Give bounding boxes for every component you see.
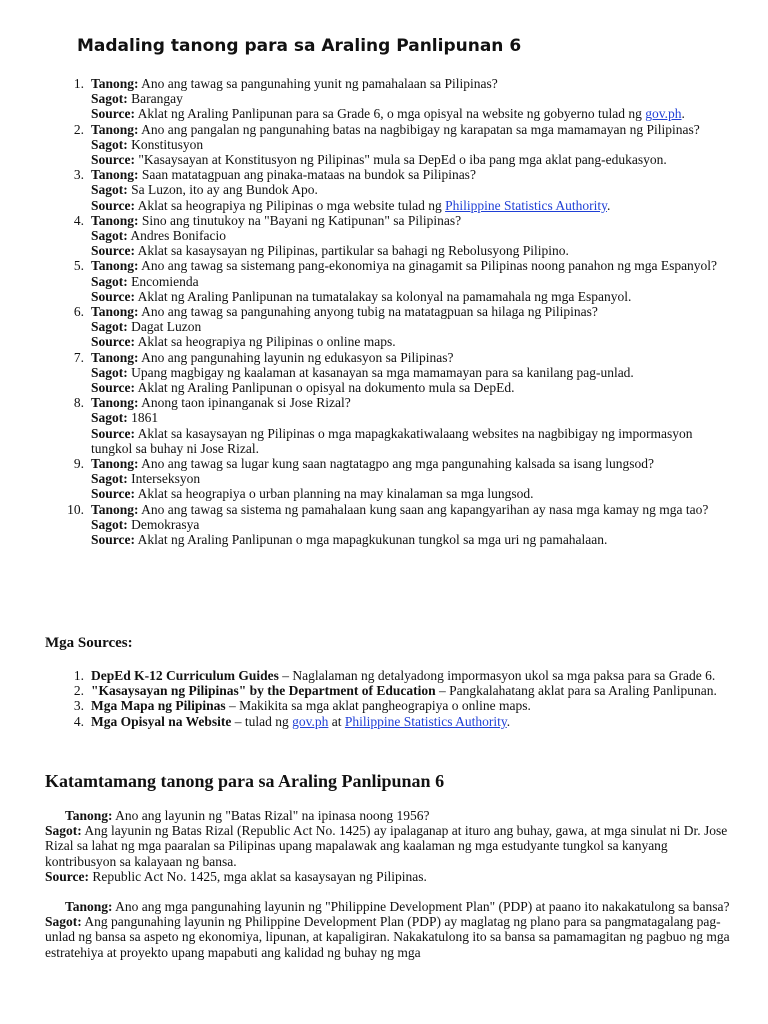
answer-label: Sagot: bbox=[91, 471, 128, 487]
item-number: 5. bbox=[73, 258, 84, 274]
source-title: Mga Opisyal na Website bbox=[91, 713, 232, 729]
question-text: Ano ang mga pangunahing layunin ng "Philippine Development Plan" (PDP) at paano ito nakakatulong sa bansa? bbox=[115, 899, 730, 914]
question-text: Ano ang layunin ng "Batas Rizal" na ipinasa noong 1956? bbox=[115, 808, 430, 823]
answer-line bbox=[91, 137, 727, 152]
answer-label: Sagot: bbox=[91, 319, 128, 335]
question-line bbox=[91, 502, 727, 517]
answer-line bbox=[91, 365, 727, 380]
item-number: 10. bbox=[67, 501, 84, 517]
section-heading: Katamtamang tanong para sa Araling Panlipunan 6 bbox=[45, 771, 445, 791]
source-line bbox=[91, 334, 727, 349]
source-item bbox=[62, 668, 727, 683]
source-label: Source: bbox=[45, 868, 89, 884]
source-title: "Kasaysayan ng Pilipinas" by the Department of Education bbox=[91, 683, 436, 699]
question-text: Saan matatagpuan ang pinaka-mataas na bundok sa Pilipinas? bbox=[141, 167, 476, 183]
question-line bbox=[91, 258, 727, 273]
answer-label: Sagot: bbox=[91, 228, 128, 244]
source-label: Source: bbox=[91, 532, 135, 548]
answer-text: Upang magbigay ng kaalaman at kasanayan sa mga mamamayan para sa kanilang pag-unlad. bbox=[131, 364, 634, 380]
item-number: 9. bbox=[73, 456, 84, 472]
source-item bbox=[62, 683, 727, 698]
question-line bbox=[91, 350, 727, 365]
source-line bbox=[45, 869, 735, 884]
question-line bbox=[45, 899, 735, 914]
question-text: Ano ang pangunahing layunin ng edukasyon sa Pilipinas? bbox=[141, 349, 454, 365]
source-end: . bbox=[506, 713, 511, 729]
answer-line bbox=[91, 517, 727, 532]
source-item bbox=[62, 714, 727, 729]
source-label: Source: bbox=[91, 197, 135, 213]
answer-text: Barangay bbox=[131, 91, 183, 107]
item-number: 8. bbox=[73, 395, 84, 411]
source-end: . bbox=[606, 197, 611, 213]
question-text: Sino ang tinutukoy na "Bayani ng Katipunan" sa Pilipinas? bbox=[141, 212, 462, 228]
answer-text: Ang layunin ng Batas Rizal (Republic Act No. 1425) ay ipalaganap at ituro ang buhay, gawa, at mga sinulat ni Dr. Jose Rizal sa lahat ng mga paaralan sa Pilipinas upang mapalawak ang kaalaman ng mga estudyante tungkol sa kanyang kontribusyon sa kalayaan ng bansa. bbox=[45, 823, 728, 869]
gov-ph-link[interactable]: gov.ph bbox=[645, 106, 682, 122]
source-label: Source: bbox=[91, 152, 135, 168]
question-text: Ano ang pangalan ng pangunahing batas na nagbibigay ng karapatan sa mga mamamayan ng Pilipinas? bbox=[141, 121, 700, 137]
item-number: 4. bbox=[73, 212, 84, 228]
sources-list bbox=[62, 668, 727, 729]
question-line bbox=[91, 167, 727, 182]
item-number: 3. bbox=[73, 167, 84, 183]
answer-label: Sagot: bbox=[91, 136, 128, 152]
question-label: Tanong: bbox=[91, 258, 139, 274]
question-label: Tanong: bbox=[91, 501, 139, 517]
list-item bbox=[62, 350, 727, 396]
item-number: 4. bbox=[73, 713, 84, 729]
list-item bbox=[62, 122, 727, 168]
source-text: Aklat sa heograpiya ng Pilipinas o mga website tulad ng bbox=[137, 197, 442, 213]
question-line bbox=[91, 395, 727, 410]
question-text: Anong taon ipinanganak si Jose Rizal? bbox=[141, 395, 351, 411]
list-item bbox=[62, 258, 727, 304]
answer-text: Interseksyon bbox=[131, 471, 201, 487]
answer-label: Sagot: bbox=[91, 273, 128, 289]
list-item bbox=[62, 213, 727, 259]
source-line bbox=[91, 198, 727, 213]
answer-line bbox=[91, 228, 727, 243]
source-label: Source: bbox=[91, 106, 135, 122]
answer-line bbox=[91, 319, 727, 334]
question-label: Tanong: bbox=[91, 76, 139, 91]
question-label: Tanong: bbox=[65, 899, 113, 914]
source-text: Republic Act No. 1425, mga aklat sa kasaysayan ng Pilipinas. bbox=[92, 868, 427, 884]
gov-ph-link[interactable]: gov.ph bbox=[292, 713, 329, 729]
source-title: Mga Mapa ng Pilipinas bbox=[91, 698, 226, 714]
source-label: Source: bbox=[91, 486, 135, 502]
source-label: Source: bbox=[91, 380, 135, 396]
psa-link[interactable]: Philippine Statistics Authority bbox=[445, 197, 607, 213]
question-line bbox=[91, 76, 727, 91]
source-line bbox=[91, 532, 727, 547]
source-label: Source: bbox=[91, 425, 135, 441]
source-line bbox=[91, 152, 727, 167]
source-text: Aklat ng Araling Panlipunan na tumatalakay sa kolonyal na pamamahala ng mga Espanyol. bbox=[137, 288, 632, 304]
source-text: Aklat sa heograpiya o urban planning na may kinalaman sa mga lungsod. bbox=[137, 486, 534, 502]
source-title: DepEd K-12 Curriculum Guides bbox=[91, 668, 279, 683]
source-line bbox=[91, 380, 727, 395]
item-number: 3. bbox=[73, 698, 84, 714]
question-line bbox=[91, 122, 727, 137]
question-label: Tanong: bbox=[91, 395, 139, 411]
question-line bbox=[45, 808, 735, 823]
source-text: Aklat sa heograpiya ng Pilipinas o online maps. bbox=[137, 334, 396, 350]
source-text: "Kasaysayan at Konstitusyon ng Pilipinas" mula sa DepEd o iba pang mga aklat pang-edukasyon. bbox=[138, 152, 667, 168]
source-text: Aklat sa kasaysayan ng Pilipinas o mga mapagkakatiwalaang websites na nagbibigay ng impormasyon tungkol sa buhay ni Jose Rizal. bbox=[91, 425, 693, 456]
answer-label: Sagot: bbox=[91, 364, 128, 380]
source-description: – tulad ng bbox=[231, 713, 293, 729]
answer-text: Andres Bonifacio bbox=[130, 228, 226, 244]
question-line bbox=[91, 304, 727, 319]
easy-questions-list bbox=[62, 76, 727, 547]
list-item bbox=[62, 304, 727, 350]
source-label: Source: bbox=[91, 288, 135, 304]
answer-label: Sagot: bbox=[91, 91, 128, 107]
item-number: 7. bbox=[73, 349, 84, 365]
answer-line bbox=[91, 182, 727, 197]
answer-label: Sagot: bbox=[45, 914, 82, 930]
source-text: Aklat sa kasaysayan ng Pilipinas, partikular sa bahagi ng Rebolusyong Pilipino. bbox=[137, 243, 569, 259]
list-item bbox=[62, 456, 727, 502]
list-item bbox=[62, 502, 727, 548]
source-connector: at bbox=[328, 713, 345, 729]
answer-text: Encomienda bbox=[131, 273, 199, 289]
question-label: Tanong: bbox=[91, 121, 139, 137]
sources-heading: Mga Sources: bbox=[45, 635, 133, 651]
source-label: Source: bbox=[91, 243, 135, 259]
answer-text: Sa Luzon, ito ay ang Bundok Apo. bbox=[131, 182, 318, 198]
question-label: Tanong: bbox=[91, 212, 139, 228]
answer-label: Sagot: bbox=[45, 823, 82, 839]
source-description: – Naglalaman ng detalyadong impormasyon ukol sa mga paksa para sa Grade 6. bbox=[278, 668, 716, 683]
source-text: Aklat ng Araling Panlipunan o opisyal na dokumento mula sa DepEd. bbox=[137, 380, 515, 396]
answer-line bbox=[91, 410, 727, 425]
answer-label: Sagot: bbox=[91, 410, 128, 426]
answer-text: Demokrasya bbox=[131, 516, 200, 532]
source-end: . bbox=[681, 106, 685, 122]
answer-label: Sagot: bbox=[91, 516, 128, 532]
item-number: 6. bbox=[73, 304, 84, 320]
answer-line bbox=[91, 471, 727, 486]
source-line bbox=[91, 289, 727, 304]
question-text: Ano ang tawag sa sistema ng pamahalaan kung saan ang kapangyarihan ay nasa mga kamay ng mga tao? bbox=[141, 501, 709, 517]
question-line bbox=[91, 456, 727, 471]
question-label: Tanong: bbox=[91, 167, 139, 183]
answer-text: Konstitusyon bbox=[131, 136, 204, 152]
source-item bbox=[62, 698, 727, 713]
advanced-question-block bbox=[45, 899, 735, 960]
question-label: Tanong: bbox=[91, 349, 139, 365]
answer-line bbox=[45, 914, 735, 960]
question-line bbox=[91, 213, 727, 228]
answer-line bbox=[91, 274, 727, 289]
answer-line bbox=[91, 91, 727, 106]
answer-text: Dagat Luzon bbox=[131, 319, 202, 335]
source-line bbox=[91, 243, 727, 258]
source-line bbox=[91, 426, 727, 456]
answer-line bbox=[45, 823, 735, 869]
item-number: 1. bbox=[73, 668, 84, 683]
source-line bbox=[91, 486, 727, 501]
answer-text: Ang pangunahing layunin ng Philippine Development Plan (PDP) ay maglatag ng plano para sa pangmatagalang pag-unlad ng bansa sa aspeto ng ekonomiya, lipunan, at kapaligiran. Nakakatulong ito sa bansa sa pamamagitan ng pagbuo ng mga estratehiya at proyekto upang mapabuti ang kalidad ng buhay ng mga bbox=[45, 914, 730, 960]
answer-text: 1861 bbox=[131, 410, 159, 426]
question-text: Ano ang tawag sa lugar kung saan nagtatagpo ang mga pangunahing kalsada sa isang lungsod? bbox=[141, 456, 655, 472]
source-text: Aklat ng Araling Panlipunan para sa Grade 6, o mga opisyal na website ng gobyerno tulad ng bbox=[137, 106, 642, 122]
list-item bbox=[62, 76, 727, 122]
psa-link[interactable]: Philippine Statistics Authority bbox=[344, 713, 507, 729]
source-line bbox=[91, 106, 727, 121]
advanced-question-block bbox=[45, 808, 735, 884]
item-number: 2. bbox=[73, 121, 84, 137]
question-text: Ano ang tawag sa pangunahing yunit ng pamahalaan sa Pilipinas? bbox=[141, 76, 498, 91]
document-title: Madaling tanong para sa Araling Panlipunan 6 bbox=[77, 36, 522, 56]
list-item bbox=[62, 395, 727, 456]
source-text: Aklat ng Araling Panlipunan o mga mapagkukunan tungkol sa mga uri ng pamahalaan. bbox=[137, 532, 608, 548]
question-label: Tanong: bbox=[65, 808, 113, 823]
list-item bbox=[62, 167, 727, 213]
question-label: Tanong: bbox=[91, 456, 139, 472]
source-description: – Pangkalahatang aklat para sa Araling Panlipunan. bbox=[435, 683, 717, 699]
answer-label: Sagot: bbox=[91, 182, 128, 198]
question-text: Ano ang tawag sa sistemang pang-ekonomiya na ginagamit sa Pilipinas noong panahon ng mga Espanyol? bbox=[141, 258, 718, 274]
item-number: 1. bbox=[73, 76, 84, 91]
question-label: Tanong: bbox=[91, 304, 139, 320]
item-number: 2. bbox=[73, 683, 84, 699]
source-description: – Makikita sa mga aklat pangheograpiya o online maps. bbox=[225, 698, 531, 714]
question-text: Ano ang tawag sa pangunahing anyong tubig na matatagpuan sa hilaga ng Pilipinas? bbox=[141, 304, 598, 320]
source-label: Source: bbox=[91, 334, 135, 350]
